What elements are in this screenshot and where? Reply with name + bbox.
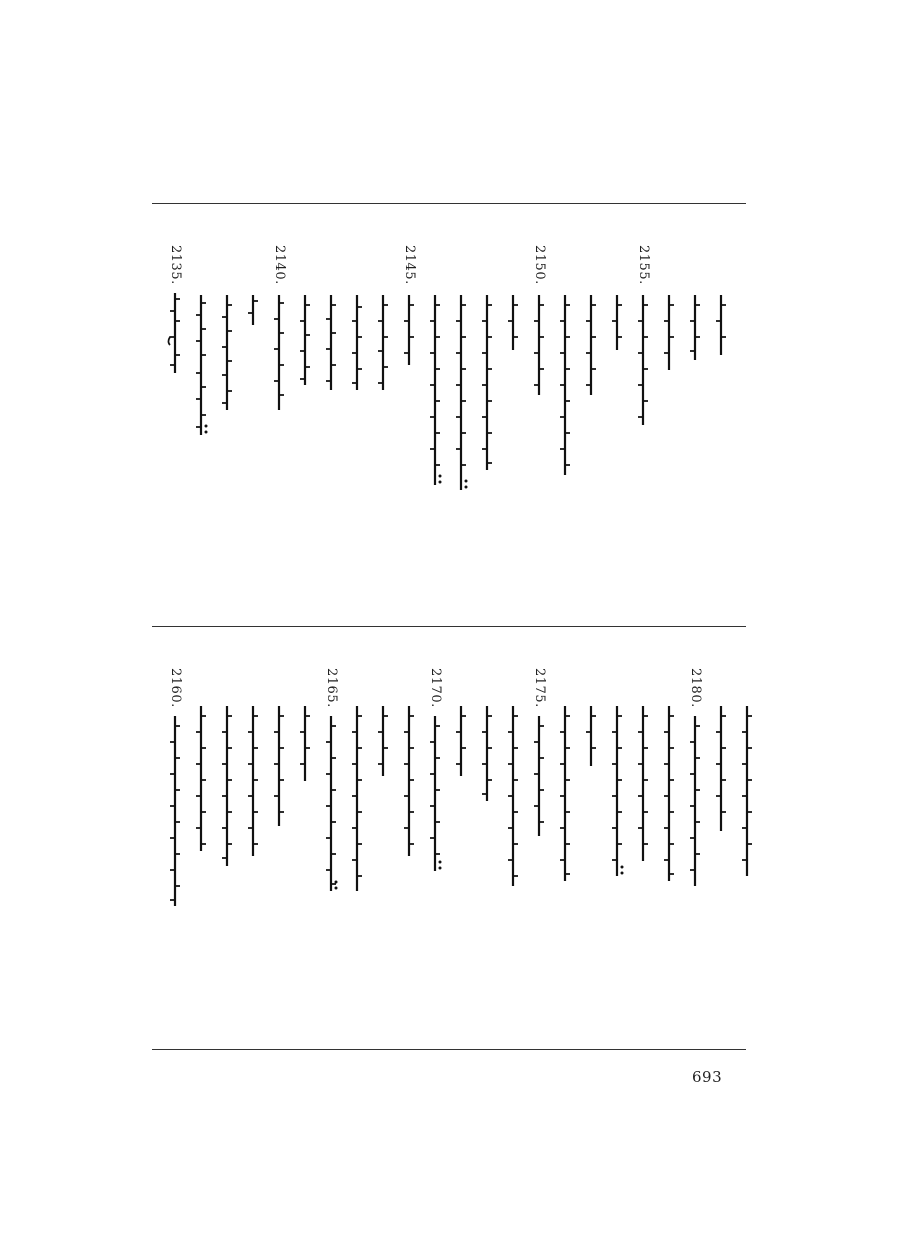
mongolian-script-line [661, 706, 677, 881]
top-rule [152, 203, 746, 204]
mongolian-script-line [557, 295, 573, 475]
mongolian-script-line [323, 716, 339, 891]
line-number: 2180. [688, 668, 703, 708]
mongolian-script-line [609, 295, 625, 350]
line-number: 2150. [532, 245, 547, 285]
mongolian-script-line [531, 716, 547, 836]
mongolian-script-line [401, 295, 417, 365]
mongolian-script-line [687, 716, 703, 886]
mongolian-script-line [245, 706, 261, 856]
mongolian-script-line [219, 706, 235, 866]
mongolian-script-line [505, 706, 521, 886]
middle-rule [152, 626, 746, 627]
mongolian-script-line [245, 295, 261, 325]
mongolian-script-line [297, 295, 313, 385]
mongolian-script-line [349, 295, 365, 390]
mongolian-script-line [453, 706, 469, 776]
line-number: 2175. [532, 668, 547, 708]
lower-text-block [152, 640, 746, 1040]
mongolian-script-line [479, 706, 495, 801]
mongolian-script-line [531, 295, 547, 395]
line-number: 2135. [168, 245, 183, 285]
line-number: 2155. [636, 245, 651, 285]
mongolian-script-line [453, 295, 469, 490]
mongolian-script-line [427, 716, 443, 871]
mongolian-script-line [635, 706, 651, 861]
mongolian-script-line [349, 706, 365, 891]
mongolian-script-line [193, 295, 209, 435]
mongolian-script-line [557, 706, 573, 881]
mongolian-script-line [583, 706, 599, 766]
mongolian-script-line [167, 716, 183, 906]
line-number: 2165. [324, 668, 339, 708]
mongolian-script-line [193, 706, 209, 851]
mongolian-script-line [739, 706, 755, 876]
page-number: 693 [692, 1068, 723, 1086]
bottom-rule [152, 1049, 746, 1050]
line-number: 2160. [168, 668, 183, 708]
line-number: 2170. [428, 668, 443, 708]
mongolian-script-line [713, 706, 729, 831]
mongolian-script-line [167, 293, 183, 373]
mongolian-script-line [401, 706, 417, 856]
mongolian-script-line [219, 295, 235, 410]
mongolian-script-line [609, 706, 625, 876]
mongolian-script-line [505, 295, 521, 350]
mongolian-script-line [271, 295, 287, 410]
mongolian-script-line [323, 295, 339, 390]
line-number: 2140. [272, 245, 287, 285]
mongolian-script-line [713, 295, 729, 355]
mongolian-script-line [375, 295, 391, 390]
mongolian-script-line [635, 295, 651, 425]
mongolian-script-line [479, 295, 495, 470]
mongolian-script-line [297, 706, 313, 781]
line-number: 2145. [402, 245, 417, 285]
mongolian-script-line [375, 706, 391, 776]
mongolian-script-line [271, 706, 287, 826]
mongolian-script-line [687, 295, 703, 360]
upper-text-block [152, 215, 746, 615]
mongolian-script-line [661, 295, 677, 370]
mongolian-script-line [427, 295, 443, 485]
mongolian-script-line [583, 295, 599, 395]
